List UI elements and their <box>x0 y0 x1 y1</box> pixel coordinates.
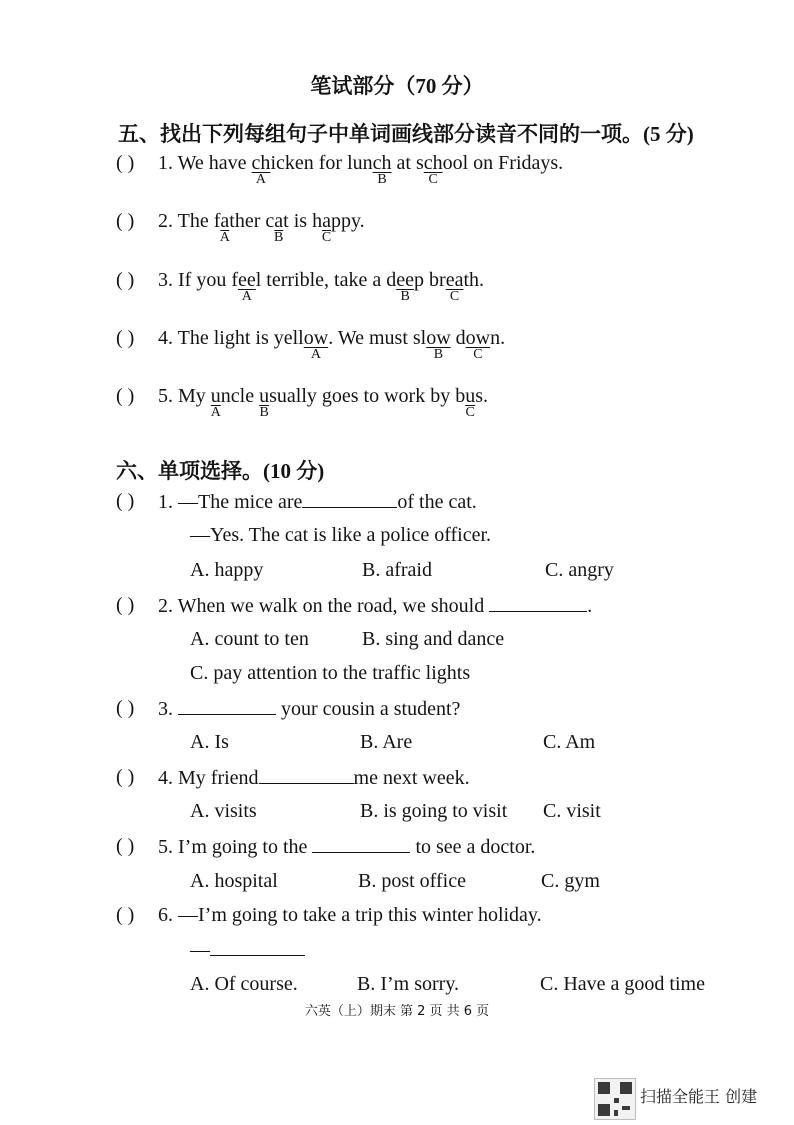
question-text: to see a doctor. <box>410 836 536 858</box>
underlined-part-b: ee B <box>396 269 415 304</box>
question-number: 2. <box>158 210 173 232</box>
option-label-c: C <box>449 289 460 304</box>
scanner-watermark-text: 扫描全能王 创建 <box>640 1087 758 1106</box>
option-label-a: A <box>310 347 322 362</box>
underlined-part-c: ea C <box>445 269 464 304</box>
option-label-b: B <box>433 347 444 362</box>
question-text: ppy. <box>330 210 365 232</box>
answer-blank[interactable] <box>259 766 354 784</box>
question-number: 4. <box>158 327 173 349</box>
question-text: at s <box>391 152 424 174</box>
underlined-part-b: a B <box>274 210 284 245</box>
question-text: 4. My friend <box>158 767 259 789</box>
section-5-heading: 五、找出下列每组句子中单词画线部分读音不同的一项。(5 分) <box>118 122 694 146</box>
question-text: 2. When we walk on the road, we should <box>158 595 490 617</box>
question-text: The f <box>177 210 221 232</box>
answer-paren[interactable]: ( ) <box>116 594 135 616</box>
option-label-c: C <box>473 347 483 362</box>
option-label-a: A <box>210 405 221 420</box>
question-text: n. <box>490 327 506 349</box>
option-a: A. Of course. <box>190 973 298 995</box>
s5-question-1 <box>116 152 736 192</box>
option-c: C. Am <box>543 731 596 753</box>
question-text: p br <box>414 269 446 291</box>
option-label-b: B <box>377 172 387 187</box>
question-text: . We must sl <box>328 327 427 349</box>
option-a: A. Is <box>190 731 229 753</box>
option-a: A. hospital <box>190 870 278 892</box>
answer-paren[interactable]: ( ) <box>116 327 135 349</box>
option-b: B. sing and dance <box>362 628 505 650</box>
s5-question-5 <box>116 385 736 425</box>
underlined-part-b: ch B <box>372 152 392 187</box>
option-label-b: B <box>400 289 410 304</box>
question-text: th. <box>463 269 485 291</box>
question-text: 5. I’m going to the <box>158 836 313 858</box>
s6-question-4 <box>116 766 736 794</box>
qr-code-icon <box>594 1078 636 1120</box>
question-text: The light is yell <box>177 327 304 349</box>
underlined-part-c: a C <box>321 210 332 245</box>
question-text: 3. <box>158 698 178 720</box>
underlined-part-a: u A <box>210 385 221 420</box>
option-b: B. afraid <box>362 559 432 581</box>
question-text: We have <box>177 152 252 174</box>
answer-blank[interactable] <box>178 697 276 715</box>
option-c: C. pay attention to the traffic lights <box>190 662 471 684</box>
answer-paren[interactable]: ( ) <box>116 835 135 857</box>
page-footer: 六英（上）期末 第 2 页 共 6 页 <box>304 1004 490 1019</box>
option-b: B. is going to visit <box>360 800 508 822</box>
underlined-part-a: ch A <box>251 152 271 187</box>
question-text: ool on Fridays. <box>442 152 564 174</box>
answer-blank[interactable] <box>210 938 305 956</box>
question-text: sually goes to work by b <box>269 385 466 407</box>
option-label-b: B <box>259 405 269 420</box>
question-text: ncle <box>220 385 260 407</box>
question-text: of the cat. <box>397 491 477 513</box>
underlined-part-b: u B <box>259 385 270 420</box>
underlined-part-b: ow B <box>426 327 451 362</box>
option-label-a: A <box>255 172 267 187</box>
option-label-c: C <box>428 172 438 187</box>
answer-paren[interactable]: ( ) <box>116 385 135 407</box>
question-text: s. <box>475 385 488 407</box>
s6-question-1 <box>116 490 736 518</box>
option-c: C. visit <box>543 800 601 822</box>
s6-question-5 <box>116 835 736 863</box>
answer-paren[interactable]: ( ) <box>116 152 135 174</box>
option-c: C. Have a good time <box>540 973 705 995</box>
option-label-a: A <box>241 289 252 304</box>
option-c: C. gym <box>541 870 600 892</box>
s6-q1-response: —Yes. The cat is like a police officer. <box>190 524 492 546</box>
s6-q6-response <box>190 938 305 962</box>
question-text: your cousin a student? <box>276 698 461 720</box>
question-text: 1. —The mice are <box>158 491 303 513</box>
underlined-part-a: ow A <box>303 327 329 362</box>
s5-question-2 <box>116 210 736 250</box>
underlined-part-a: ee A <box>237 269 256 304</box>
s5-question-4 <box>116 327 736 367</box>
answer-blank[interactable] <box>302 490 397 508</box>
option-label-b: B <box>274 230 284 245</box>
option-a: A. count to ten <box>190 628 309 650</box>
question-text: t is h <box>283 210 323 232</box>
option-a: A. happy <box>190 559 264 581</box>
s6-question-3 <box>116 697 736 725</box>
underlined-part-c: ch C <box>423 152 443 187</box>
question-text: d <box>450 327 466 349</box>
dash: — <box>190 939 210 961</box>
answer-blank[interactable] <box>312 835 410 853</box>
s5-question-3 <box>116 269 736 309</box>
question-text: ther c <box>229 210 275 232</box>
section-6-heading: 六、单项选择。(10 分) <box>116 459 325 483</box>
question-text: l terrible, take a d <box>255 269 397 291</box>
option-label-c: C <box>321 230 332 245</box>
option-label-c: C <box>465 405 475 420</box>
underlined-part-c: ow C <box>465 327 491 362</box>
answer-paren[interactable]: ( ) <box>116 269 135 291</box>
answer-paren[interactable]: ( ) <box>116 697 135 719</box>
answer-paren[interactable]: ( ) <box>116 210 135 232</box>
question-number: 1. <box>158 152 173 174</box>
answer-blank[interactable] <box>489 594 587 612</box>
page-title: 笔试部分（70 分） <box>310 74 484 98</box>
question-number: 3. <box>158 269 173 291</box>
option-c: C. angry <box>545 559 614 581</box>
question-number: 5. <box>158 385 173 407</box>
option-b: B. Are <box>360 731 413 753</box>
question-text: me next week. <box>353 767 470 789</box>
question-text: 6. —I’m going to take a trip this winter holiday. <box>158 904 542 926</box>
question-text: My <box>178 385 211 407</box>
question-text: If you f <box>178 269 238 291</box>
answer-paren[interactable]: ( ) <box>116 490 135 512</box>
option-a: A. visits <box>190 800 257 822</box>
question-text: . <box>587 595 593 617</box>
answer-paren[interactable]: ( ) <box>116 904 135 926</box>
option-label-a: A <box>219 230 230 245</box>
option-b: B. I’m sorry. <box>357 973 460 995</box>
underlined-part-c: u C <box>465 385 476 420</box>
underlined-part-a: a A <box>219 210 230 245</box>
answer-paren[interactable]: ( ) <box>116 766 135 788</box>
question-text: icken for lun <box>270 152 373 174</box>
option-b: B. post office <box>358 870 466 892</box>
s6-question-6 <box>116 904 736 932</box>
s6-question-2 <box>116 594 736 622</box>
